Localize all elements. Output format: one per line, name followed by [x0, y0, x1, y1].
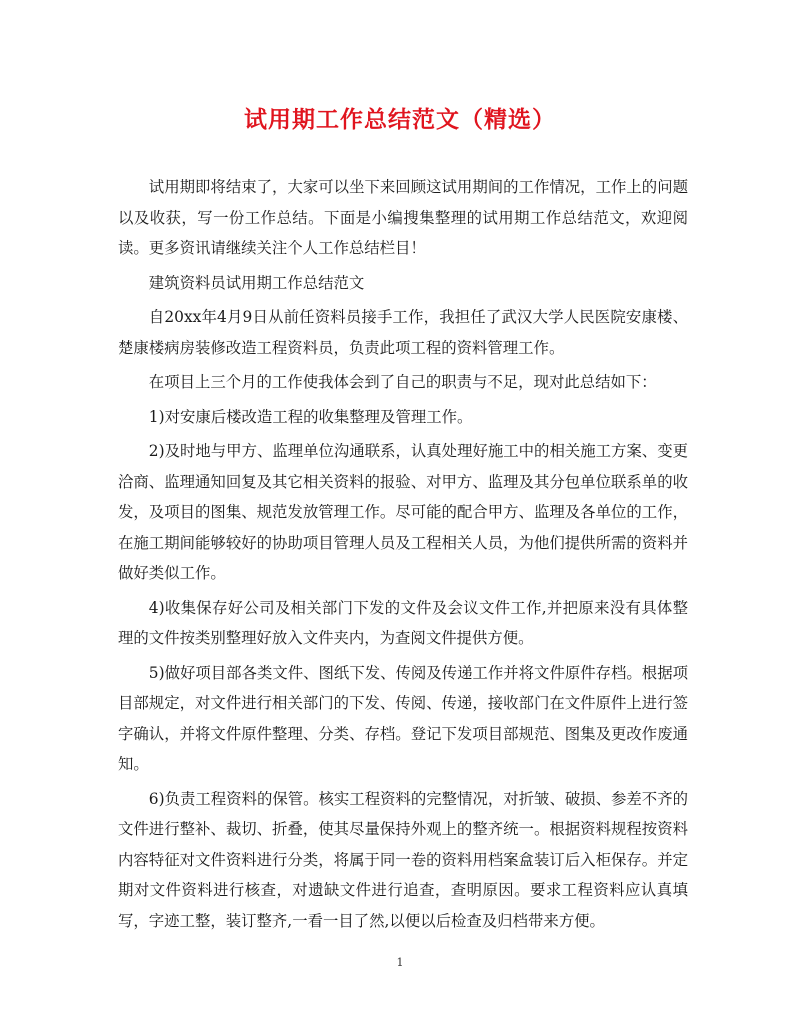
paragraph-item-2: 2)及时地与甲方、监理单位沟通联系，认真处理好施工中的相关施工方案、变更洽商、监理通知回复及其它相关资料的报验、对甲方、监理及其分包单位联系单的收发，及项目的图集、规范发放管理工作。尽可能的配合甲方、监理及各单位的工作，在施工期间能够较好的协助项目管理人员及工程相关人员，为他们提供所需的资料并做好类似工作。 [118, 442, 688, 582]
paragraph-start-date: 自20xx年4月9日从前任资料员接手工作，我担任了武汉大学人民医院安康楼、楚康楼病房装修改造工程资料员，负责此项工程的资料管理工作。 [118, 308, 688, 357]
paragraph-item-5: 5)做好项目部各类文件、图纸下发、传阅及传递工作并将文件原件存档。根据项目部规定，对文件进行相关部门的下发、传阅、传递，接收部门在文件原件上进行签字确认，并将文件原件整理、分类、存档。登记下发项目部规范、图集及更改作废通知。 [118, 663, 688, 773]
page-number: 1 [396, 956, 404, 969]
paragraph-subheading: 建筑资料员试用期工作总结范文 [148, 273, 365, 292]
paragraph-summary-lead: 在项目上三个月的工作使我体会到了自己的职责与不足，现对此总结如下： [148, 373, 657, 391]
paragraph-item-1: 1)对安康后楼改造工程的收集整理及管理工作。 [148, 407, 473, 426]
document-body [118, 172, 688, 940]
paragraph-intro: 试用期即将结束了，大家可以坐下来回顾这试用期间的工作情况，工作上的问题以及收获，写一份工作总结。下面是小编搜集整理的试用期工作总结范文，欢迎阅读。更多资讯请继续关注个人工作总结栏目！ [118, 178, 688, 257]
paragraph-item-6: 6)负责工程资料的保管。核实工程资料的完整情况，对折皱、破损、参差不齐的文件进行整补、裁切、折叠，使其尽量保持外观上的整齐统一。根据资料规程按资料内容特征对文件资料进行分类，将属于同一卷的资料用档案盒装订后入柜保存。并定期对文件资料进行核查，对遗缺文件进行追查，查明原因。要求工程资料应认真填写，字迹工整，装订整齐,一看一目了然,以便以后检查及归档带来方便。 [118, 789, 688, 930]
paragraph-item-4: 4)收集保存好公司及相关部门下发的文件及会议文件工作,并把原来没有具体整理的文件按类别整理好放入文件夹内，为查阅文件提供方便。 [118, 598, 688, 647]
document-title: 试用期工作总结范文（精选） [244, 106, 556, 133]
